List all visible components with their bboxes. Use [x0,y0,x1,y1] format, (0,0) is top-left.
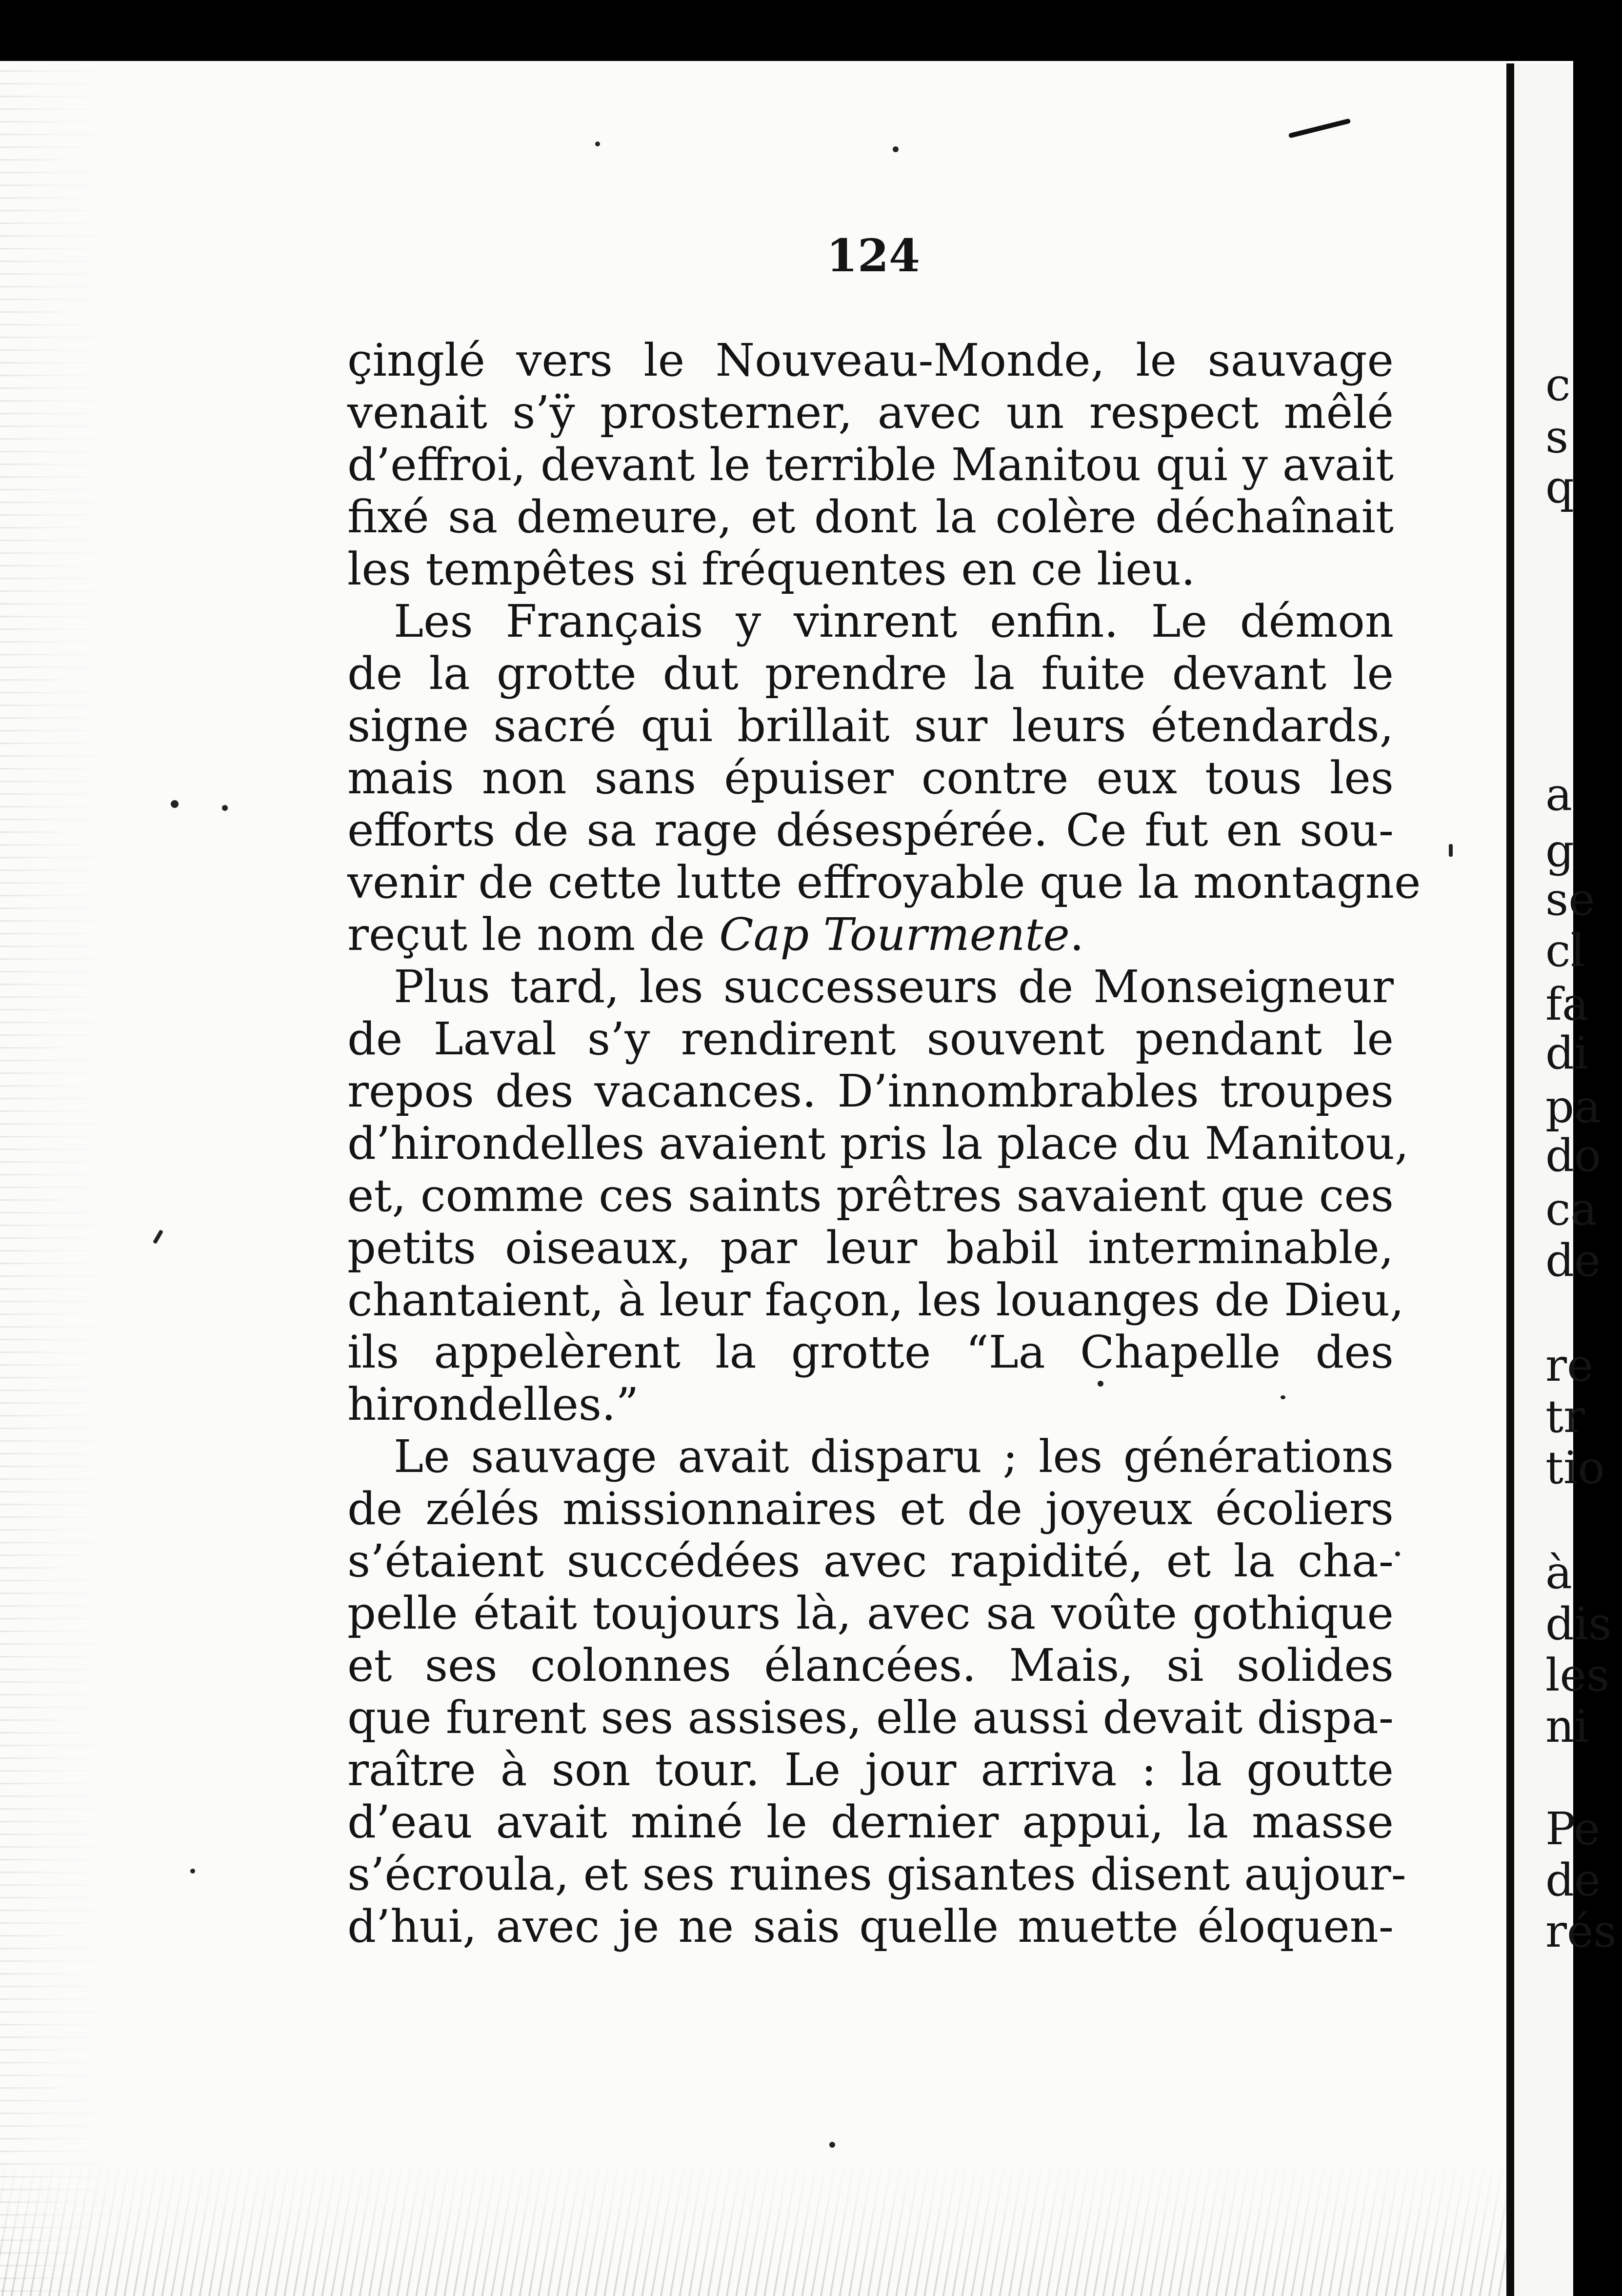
text-line: Plus tard, les successeurs de Monseigneur [394,961,1394,1013]
facing-fragment: s [1545,411,1569,463]
text-line: d’hui, avec je ne sais quelle muette éloquen- [347,1900,1394,1953]
scan-speck [1281,1395,1285,1399]
scan-speck [171,800,179,808]
text-line: Les Français y vinrent enfin. Le démon [394,595,1394,647]
text-line: hirondelles.” [347,1378,639,1430]
text-line [347,908,1394,961]
text-line: signe sacré qui brillait sur leurs étendards, [347,700,1394,752]
text-line: de la grotte dut prendre la fuite devant le [347,647,1394,700]
text-run: reçut le nom de [347,908,720,961]
facing-fragment: à [1545,1547,1572,1599]
facing-fragment: cl [1545,925,1585,977]
text-line: çinglé vers le Nouveau-Monde, le sauvage [347,334,1394,386]
facing-fragment: a [1545,768,1572,821]
facing-fragment: de [1545,1234,1601,1287]
text-line: d’hirondelles avaient pris la place du Manitou, [347,1117,1409,1169]
text-line: que furent ses assises, elle aussi devait dispa- [347,1692,1394,1744]
facing-fragment: Pe [1545,1803,1601,1855]
facing-fragment: g [1545,825,1574,877]
text-line: fixé sa demeure, et dont la colère déchaînait [347,491,1394,543]
scan-speck [190,1869,195,1873]
text-line: ils appelèrent la grotte “La Chapelle des [347,1326,1394,1378]
scan-border-top [0,0,1622,61]
page-number: 124 [826,229,921,282]
scan-speck [1449,844,1453,857]
facing-fragment: de [1545,1854,1601,1906]
facing-fragment: dis [1545,1598,1612,1650]
text-line: petits oiseaux, par leur babil interminable, [347,1222,1394,1274]
facing-fragment: tr [1545,1390,1585,1443]
book-gutter [1506,63,1514,2296]
facing-fragment: do [1545,1129,1602,1182]
facing-fragment: se [1545,873,1595,926]
text-line: s’étaient succédées avec rapidité, et la cha- [347,1535,1394,1587]
text-line: venir de cette lutte effroyable que la montagne [347,856,1421,908]
text-line: pelle était toujours là, avec sa voûte gothique [347,1587,1394,1639]
text-line: s’écroula, et ses ruines gisantes disent aujour- [347,1848,1406,1900]
text-line: raître à son tour. Le jour arriva : la goutte [347,1744,1394,1796]
bottom-edge-dirt [0,2156,1512,2296]
body-text [347,334,1421,1953]
facing-fragment: tio [1545,1442,1605,1494]
text-line: repos des vacances. D’innombrables troupes [347,1065,1394,1117]
place-name-italic: Cap Tourmente [719,908,1070,961]
facing-fragment: les [1545,1649,1610,1701]
facing-fragment: c [1545,359,1571,411]
text-line: d’effroi, devant le terrible Manitou qui y avait [347,439,1394,491]
scan-speck [595,141,600,146]
text-line: les tempêtes si fréquentes en ce lieu. [347,543,1196,595]
facing-fragment: ca [1545,1183,1598,1235]
text-line: mais non sans épuiser contre eux tous les [347,752,1394,804]
scan-speck [893,146,899,152]
scan-speck [1098,1381,1103,1387]
facing-fragment: fa [1545,978,1589,1030]
text-run: . [1069,908,1084,961]
facing-fragment: q [1545,461,1574,513]
text-line: et, comme ces saints prêtres savaient que ces [347,1169,1394,1222]
scan-speck [829,2142,835,2148]
facing-fragment: pa [1545,1081,1601,1133]
facing-fragment: ni [1545,1700,1589,1752]
text-line: venait s’ÿ prosterner, avec un respect mêlé [347,386,1394,439]
text-line: de Laval s’y rendirent souvent pendant le [347,1013,1394,1065]
facing-fragment: re [1545,1339,1594,1391]
text-line: chantaient, à leur façon, les louanges de Dieu, [347,1274,1404,1326]
facing-fragment: rés [1545,1905,1617,1957]
text-line: d’eau avait miné le dernier appui, la masse [347,1796,1394,1848]
scan-speck [1395,1551,1400,1556]
text-line: de zélés missionnaires et de joyeux écoliers [347,1483,1394,1535]
text-line: Le sauvage avait disparu ; les générations [394,1430,1394,1483]
scan-speck [222,805,228,811]
text-line: et ses colonnes élancées. Mais, si solides [347,1639,1394,1692]
text-line: efforts de sa rage désespérée. Ce fut en sou- [347,804,1394,856]
left-edge-dirt [0,34,127,2296]
facing-page-fragments [1545,0,1617,2296]
facing-fragment: di [1545,1027,1589,1079]
